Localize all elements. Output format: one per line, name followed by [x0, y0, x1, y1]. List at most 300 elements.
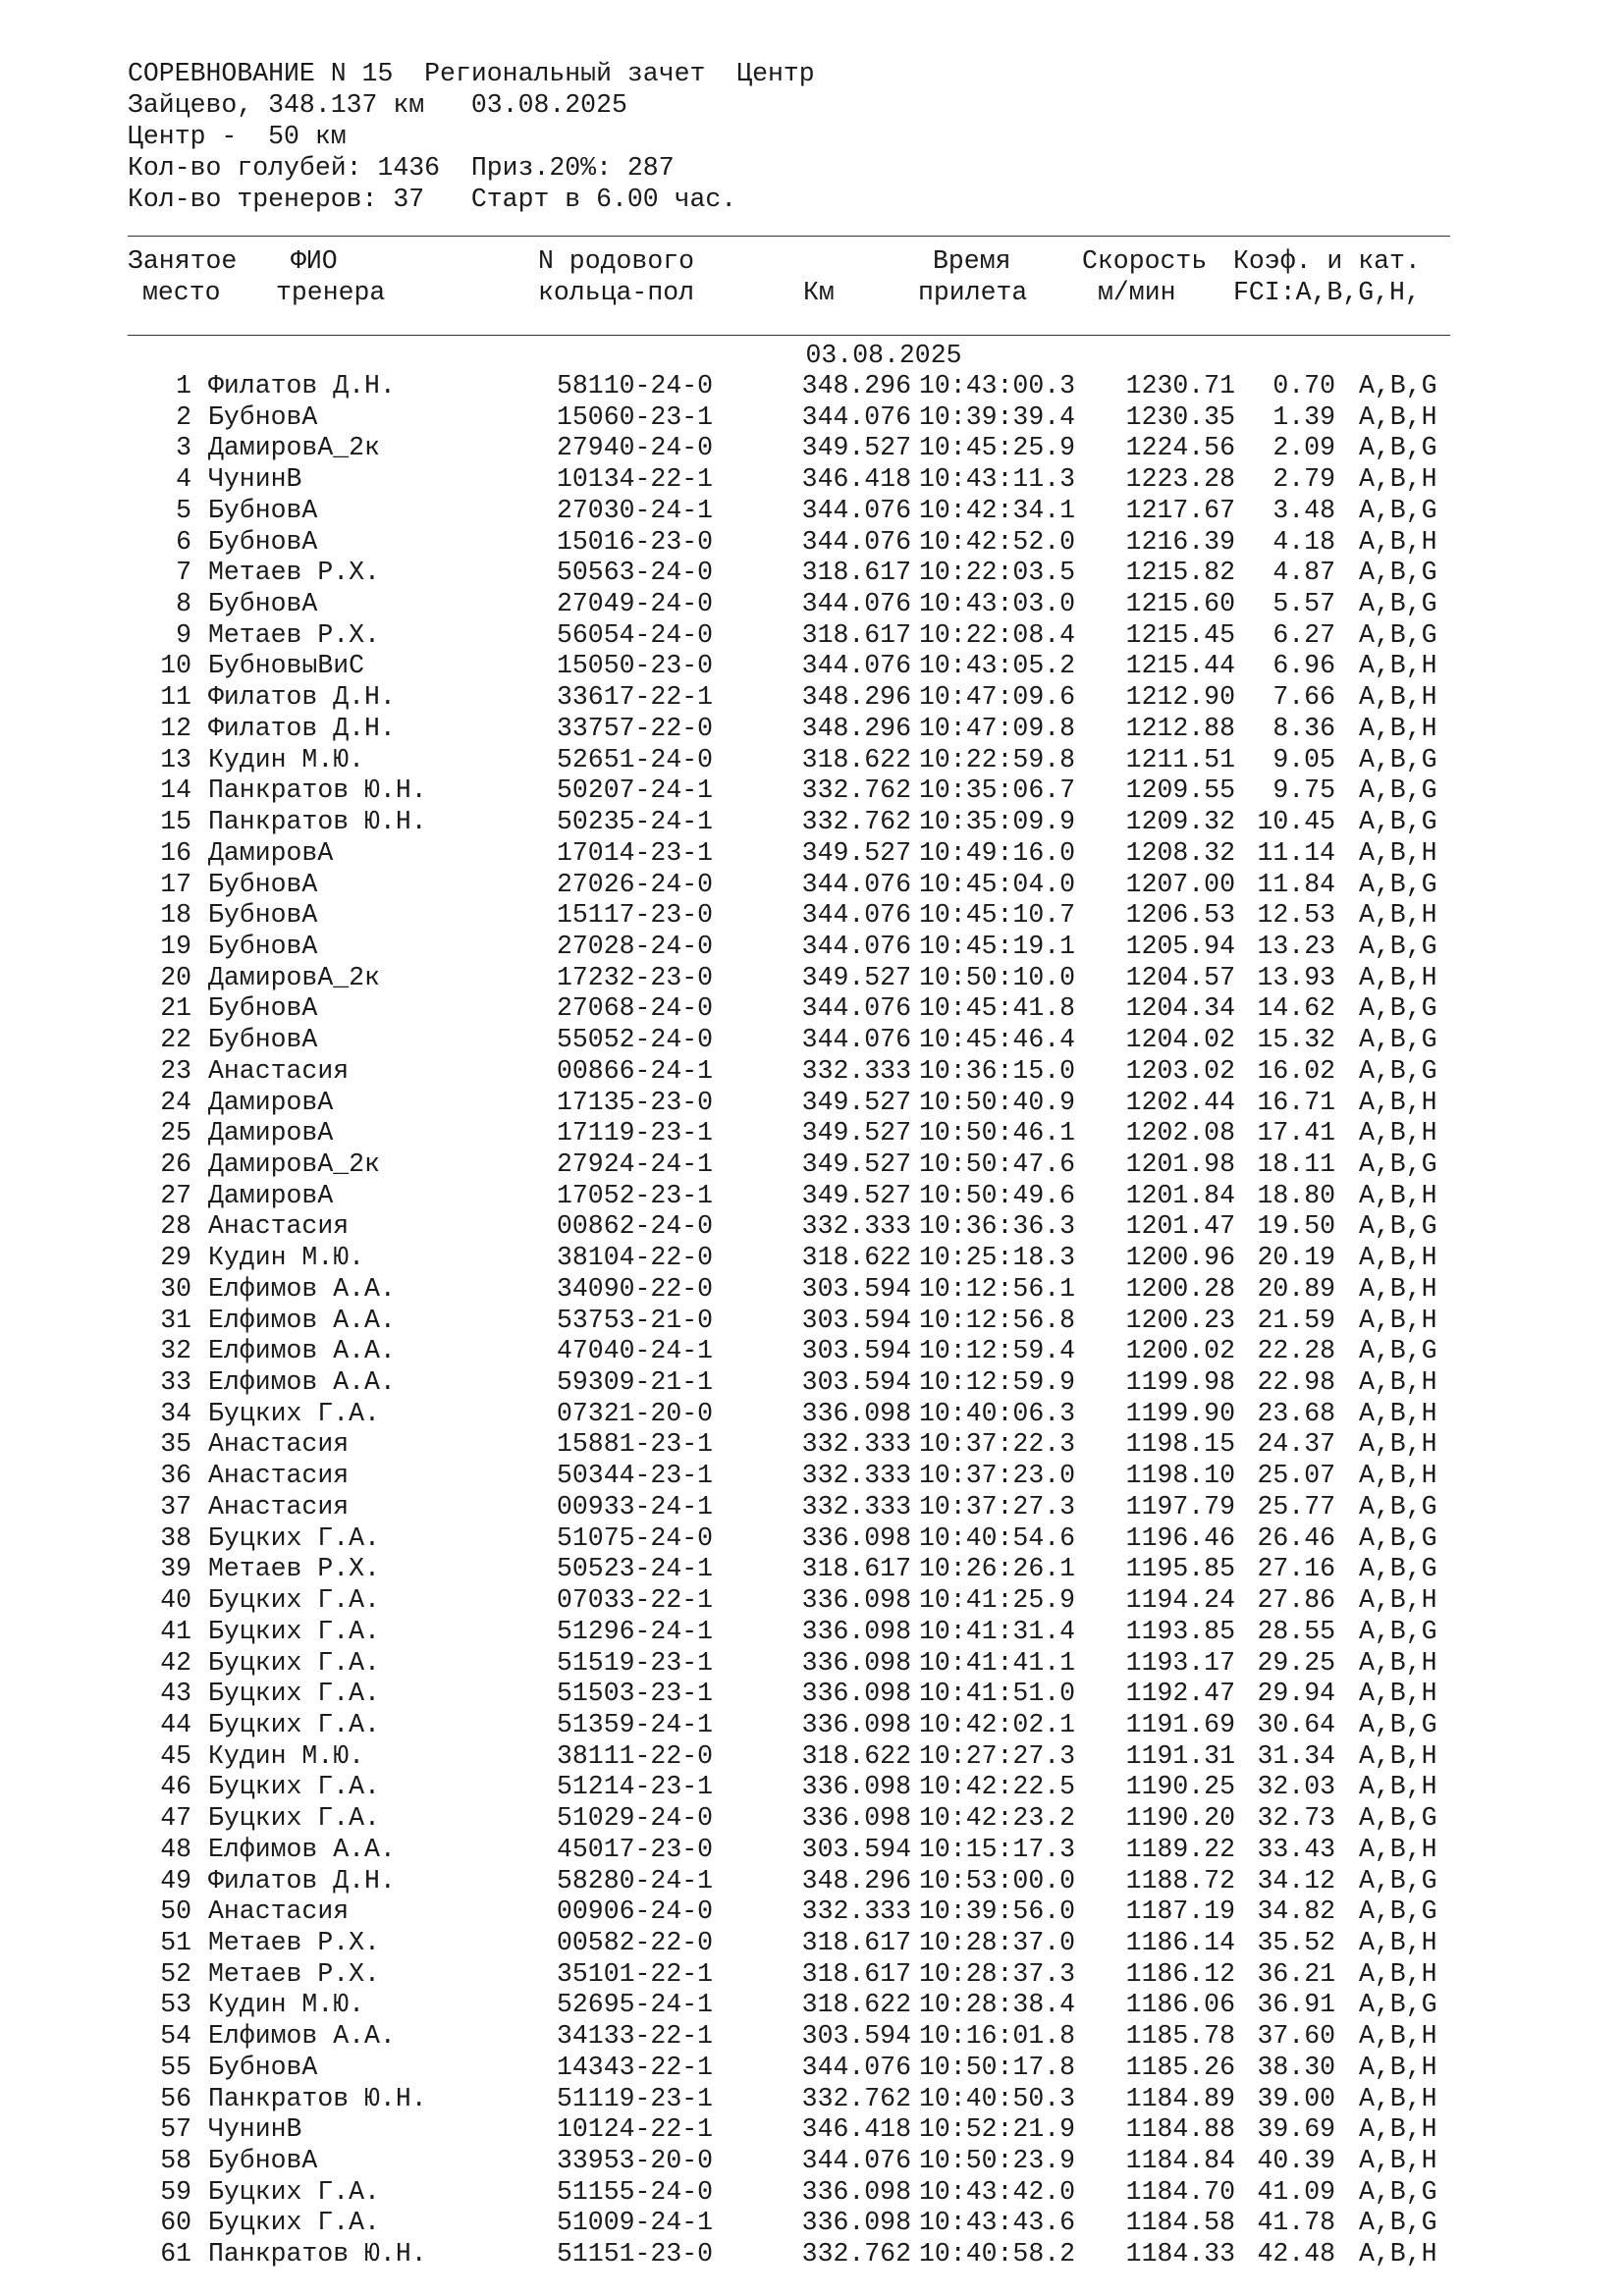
cell-speed: 1209.32	[1125, 807, 1235, 837]
cell-km: 332.333	[801, 1896, 911, 1927]
cell-place: 46	[160, 1772, 191, 1802]
cell-place: 26	[160, 1149, 191, 1179]
cell-name: БубновА	[208, 2052, 318, 2082]
cell-speed: 1212.88	[1125, 713, 1235, 743]
cell-speed: 1204.57	[1125, 962, 1235, 992]
cell-cat: A,B,H	[1359, 1679, 1437, 1709]
cell-name: Метаев Р.Х.	[208, 1928, 380, 1957]
cell-name: БубновыВиС	[208, 651, 365, 681]
cell-cat: A,B,H	[1359, 1118, 1437, 1148]
cell-cat: A,B,H	[1359, 1180, 1437, 1210]
cell-coef: 6.96	[1272, 651, 1335, 681]
table-row	[0, 2084, 1624, 2115]
cell-name: БубновА	[208, 900, 318, 931]
cell-time: 10:50:10.0	[919, 962, 1076, 992]
cell-place: 10	[160, 651, 191, 681]
cell-coef: 19.50	[1257, 1211, 1335, 1242]
cell-time: 10:12:59.4	[919, 1336, 1076, 1366]
cell-cat: A,B,H	[1359, 2114, 1437, 2145]
cell-name: Буцких Г.А.	[208, 1772, 380, 1802]
cell-speed: 1215.82	[1125, 558, 1235, 588]
cell-time: 10:45:10.7	[919, 900, 1076, 931]
table-row	[0, 900, 1624, 932]
cell-ring: 50235-24-1	[557, 807, 714, 837]
cell-time: 10:41:51.0	[919, 1679, 1076, 1709]
cell-km: 332.762	[801, 2239, 911, 2269]
col-place-line1: Занятое	[128, 246, 238, 276]
cell-km: 349.527	[801, 1118, 911, 1148]
cell-ring: 59309-21-1	[557, 1367, 714, 1398]
col-time-line2: прилета	[918, 278, 1028, 307]
cell-place: 23	[160, 1055, 191, 1086]
cell-speed: 1217.67	[1125, 495, 1235, 525]
cell-ring: 51296-24-1	[557, 1616, 714, 1646]
cell-cat: A,B,G	[1359, 744, 1437, 774]
table-row	[0, 589, 1624, 620]
cell-name: ДамировА_2к	[208, 1149, 380, 1179]
cell-name: БубновА	[208, 401, 318, 432]
cell-place: 55	[160, 2052, 191, 2082]
cell-time: 10:37:22.3	[919, 1429, 1076, 1460]
cell-coef: 20.19	[1257, 1243, 1335, 1273]
cell-name: Филатов Д.Н.	[208, 371, 396, 400]
cell-time: 10:41:25.9	[919, 1585, 1076, 1616]
cell-ring: 51029-24-0	[557, 1803, 714, 1834]
cell-time: 10:50:17.8	[919, 2052, 1076, 2082]
cell-km: 318.622	[801, 1740, 911, 1771]
cell-cat: A,B,G	[1359, 1491, 1437, 1522]
cell-speed: 1190.20	[1125, 1803, 1235, 1834]
cell-place: 6	[176, 526, 191, 557]
cell-time: 10:40:54.6	[919, 1522, 1076, 1553]
cell-ring: 50523-24-1	[557, 1554, 714, 1584]
cell-name: Елфимов А.А.	[208, 1834, 396, 1864]
table-row	[0, 1648, 1624, 1680]
cell-place: 29	[160, 1243, 191, 1273]
cell-speed: 1216.39	[1125, 526, 1235, 557]
cell-ring: 51119-23-1	[557, 2083, 714, 2113]
cell-ring: 45017-23-0	[557, 1834, 714, 1864]
cell-place: 44	[160, 1709, 191, 1739]
cell-name: БубновА	[208, 1025, 318, 1055]
cell-km: 349.527	[801, 433, 911, 463]
cell-ring: 51155-24-0	[557, 2176, 714, 2207]
cell-coef: 34.82	[1257, 1896, 1335, 1927]
cell-cat: A,B,G	[1359, 1025, 1437, 1055]
cell-km: 344.076	[801, 900, 911, 931]
cell-place: 53	[160, 1990, 191, 2020]
cell-coef: 31.34	[1257, 1740, 1335, 1771]
cell-place: 15	[160, 807, 191, 837]
cell-time: 10:28:37.3	[919, 1958, 1076, 1989]
table-row	[0, 2114, 1624, 2146]
table-row	[0, 620, 1624, 652]
table-row	[0, 1088, 1624, 1119]
cell-name: Елфимов А.А.	[208, 1336, 396, 1366]
cell-km: 318.622	[801, 1243, 911, 1273]
cell-speed: 1187.19	[1125, 1896, 1235, 1927]
cell-speed: 1184.58	[1125, 2208, 1235, 2238]
cell-coef: 29.94	[1257, 1679, 1335, 1709]
cell-cat: A,B,G	[1359, 589, 1437, 619]
table-row	[0, 1492, 1624, 1523]
cell-km: 344.076	[801, 869, 911, 899]
cell-time: 10:37:23.0	[919, 1461, 1076, 1491]
cell-cat: A,B,G	[1359, 558, 1437, 588]
cell-place: 11	[160, 682, 191, 713]
cell-speed: 1191.69	[1125, 1709, 1235, 1739]
cell-name: Панкратов Ю.Н.	[208, 2083, 427, 2113]
cell-speed: 1189.22	[1125, 1834, 1235, 1864]
cell-speed: 1184.84	[1125, 2146, 1235, 2176]
cell-ring: 58110-24-0	[557, 371, 714, 400]
table-row	[0, 1399, 1624, 1430]
cell-cat: A,B,H	[1359, 962, 1437, 992]
cell-cat: A,B,H	[1359, 1398, 1437, 1428]
cell-ring: 27049-24-0	[557, 589, 714, 619]
cell-time: 10:28:37.0	[919, 1928, 1076, 1957]
cell-cat: A,B,H	[1359, 1928, 1437, 1957]
cell-time: 10:39:56.0	[919, 1896, 1076, 1927]
cell-cat: A,B,H	[1359, 900, 1437, 931]
cell-ring: 17232-23-0	[557, 962, 714, 992]
cell-coef: 39.69	[1257, 2114, 1335, 2145]
cell-coef: 22.28	[1257, 1336, 1335, 1366]
col-place-line2: место	[142, 278, 221, 307]
cell-speed: 1205.94	[1125, 931, 1235, 961]
cell-cat: A,B,G	[1359, 1803, 1437, 1834]
cell-km: 344.076	[801, 1025, 911, 1055]
cell-ring: 00582-22-0	[557, 1928, 714, 1957]
cell-cat: A,B,G	[1359, 2208, 1437, 2238]
cell-time: 10:27:27.3	[919, 1740, 1076, 1771]
table-row	[0, 2177, 1624, 2209]
cell-km: 303.594	[801, 1367, 911, 1398]
cell-place: 47	[160, 1803, 191, 1834]
cell-cat: A,B,H	[1359, 1647, 1437, 1678]
cell-ring: 27026-24-0	[557, 869, 714, 899]
table-row	[0, 1461, 1624, 1492]
cell-time: 10:50:49.6	[919, 1180, 1076, 1210]
cell-ring: 52695-24-1	[557, 1990, 714, 2020]
cell-speed: 1204.34	[1125, 993, 1235, 1024]
cell-place: 4	[176, 464, 191, 495]
cell-speed: 1201.84	[1125, 1180, 1235, 1210]
cell-km: 346.418	[801, 464, 911, 495]
cell-km: 348.296	[801, 713, 911, 743]
cell-time: 10:47:09.8	[919, 713, 1076, 743]
cell-ring: 17052-23-1	[557, 1180, 714, 1210]
cell-coef: 24.37	[1257, 1429, 1335, 1460]
header-line-trainers: Кол-во тренеров: 37 Старт в 6.00 час.	[128, 185, 737, 214]
cell-ring: 00866-24-1	[557, 1055, 714, 1086]
cell-speed: 1200.28	[1125, 1273, 1235, 1304]
cell-km: 336.098	[801, 1522, 911, 1553]
cell-speed: 1194.24	[1125, 1585, 1235, 1616]
col-time-line1: Время	[933, 246, 1011, 276]
cell-time: 10:40:50.3	[919, 2083, 1076, 2113]
table-row	[0, 1990, 1624, 2021]
cell-name: Метаев Р.Х.	[208, 1554, 380, 1584]
cell-coef: 34.12	[1257, 1865, 1335, 1896]
cell-time: 10:36:36.3	[919, 1211, 1076, 1242]
cell-place: 45	[160, 1740, 191, 1771]
cell-name: Буцких Г.А.	[208, 1709, 380, 1739]
cell-km: 336.098	[801, 1398, 911, 1428]
cell-coef: 30.64	[1257, 1709, 1335, 1739]
cell-time: 10:41:31.4	[919, 1616, 1076, 1646]
cell-ring: 07033-22-1	[557, 1585, 714, 1616]
cell-km: 349.527	[801, 1149, 911, 1179]
cell-km: 336.098	[801, 1585, 911, 1616]
cell-speed: 1202.08	[1125, 1118, 1235, 1148]
cell-ring: 00933-24-1	[557, 1491, 714, 1522]
cell-speed: 1193.85	[1125, 1616, 1235, 1646]
cell-coef: 7.66	[1272, 682, 1335, 713]
col-ring-line1: N родового	[538, 246, 695, 276]
cell-ring: 51519-23-1	[557, 1647, 714, 1678]
table-row	[0, 1554, 1624, 1585]
cell-place: 38	[160, 1522, 191, 1553]
cell-ring: 10124-22-1	[557, 2114, 714, 2145]
cell-cat: A,B,H	[1359, 1772, 1437, 1802]
cell-cat: A,B,G	[1359, 1554, 1437, 1584]
cell-km: 336.098	[801, 1709, 911, 1739]
cell-speed: 1223.28	[1125, 464, 1235, 495]
cell-place: 18	[160, 900, 191, 931]
cell-km: 318.622	[801, 744, 911, 774]
col-speed-line2: м/мин	[1098, 278, 1176, 307]
cell-cat: A,B,H	[1359, 651, 1437, 681]
cell-ring: 50207-24-1	[557, 775, 714, 806]
cell-name: Буцких Г.А.	[208, 1647, 380, 1678]
cell-place: 17	[160, 869, 191, 899]
cell-time: 10:43:05.2	[919, 651, 1076, 681]
cell-ring: 14343-22-1	[557, 2052, 714, 2082]
cell-place: 56	[160, 2083, 191, 2113]
cell-km: 332.762	[801, 2083, 911, 2113]
cell-name: ДамировА	[208, 837, 334, 868]
cell-place: 42	[160, 1647, 191, 1678]
cell-name: Буцких Г.А.	[208, 1522, 380, 1553]
cell-km: 303.594	[801, 1305, 911, 1335]
cell-ring: 33757-22-0	[557, 713, 714, 743]
cell-time: 10:28:38.4	[919, 1990, 1076, 2020]
cell-ring: 38104-22-0	[557, 1243, 714, 1273]
cell-place: 41	[160, 1616, 191, 1646]
cell-km: 346.418	[801, 2114, 911, 2145]
cell-place: 51	[160, 1928, 191, 1957]
cell-ring: 34090-22-0	[557, 1273, 714, 1304]
cell-cat: A,B,G	[1359, 433, 1437, 463]
cell-km: 332.333	[801, 1429, 911, 1460]
cell-time: 10:22:59.8	[919, 744, 1076, 774]
table-row	[0, 1367, 1624, 1399]
cell-cat: A,B,H	[1359, 401, 1437, 432]
col-ring-line2: кольца-пол	[538, 278, 695, 307]
cell-coef: 40.39	[1257, 2146, 1335, 2176]
cell-place: 22	[160, 1025, 191, 1055]
cell-speed: 1197.79	[1125, 1491, 1235, 1522]
cell-km: 336.098	[801, 1647, 911, 1678]
cell-cat: A,B,H	[1359, 682, 1437, 713]
cell-place: 1	[176, 371, 191, 400]
cell-cat: A,B,H	[1359, 1367, 1437, 1398]
cell-cat: A,B,H	[1359, 464, 1437, 495]
cell-ring: 33617-22-1	[557, 682, 714, 713]
cell-cat: A,B,H	[1359, 837, 1437, 868]
cell-coef: 6.27	[1272, 619, 1335, 650]
cell-place: 31	[160, 1305, 191, 1335]
cell-km: 348.296	[801, 371, 911, 400]
cell-place: 2	[176, 401, 191, 432]
cell-place: 54	[160, 2021, 191, 2052]
cell-time: 10:40:06.3	[919, 1398, 1076, 1428]
cell-time: 10:53:00.0	[919, 1865, 1076, 1896]
cell-time: 10:43:03.0	[919, 589, 1076, 619]
table-row	[0, 870, 1624, 901]
cell-coef: 26.46	[1257, 1522, 1335, 1553]
table-row	[0, 1274, 1624, 1306]
cell-km: 336.098	[801, 1803, 911, 1834]
cell-place: 32	[160, 1336, 191, 1366]
header-line-competition: СОРЕВНОВАНИЕ N 15 Региональный зачет Центр	[128, 59, 815, 88]
table-row	[0, 682, 1624, 714]
cell-km: 344.076	[801, 401, 911, 432]
cell-name: Кудин М.Ю.	[208, 1990, 365, 2020]
table-row	[0, 1835, 1624, 1866]
cell-coef: 0.70	[1272, 371, 1335, 400]
cell-coef: 25.77	[1257, 1491, 1335, 1522]
cell-coef: 41.78	[1257, 2208, 1335, 2238]
table-row	[0, 1803, 1624, 1835]
col-coef-line1: Коэф. и кат.	[1233, 246, 1421, 276]
cell-name: Буцких Г.А.	[208, 1398, 380, 1428]
cell-speed: 1184.33	[1125, 2239, 1235, 2269]
cell-name: Филатов Д.Н.	[208, 682, 396, 713]
cell-time: 10:50:46.1	[919, 1118, 1076, 1148]
cell-cat: A,B,H	[1359, 1273, 1437, 1304]
cell-ring: 00906-24-0	[557, 1896, 714, 1927]
cell-time: 10:26:26.1	[919, 1554, 1076, 1584]
cell-speed: 1198.10	[1125, 1461, 1235, 1491]
cell-place: 33	[160, 1367, 191, 1398]
cell-cat: A,B,H	[1359, 2021, 1437, 2052]
table-row	[0, 932, 1624, 963]
table-row	[0, 1523, 1624, 1555]
cell-cat: A,B,H	[1359, 1740, 1437, 1771]
cell-cat: A,B,G	[1359, 775, 1437, 806]
cell-coef: 18.11	[1257, 1149, 1335, 1179]
cell-km: 336.098	[801, 1616, 911, 1646]
cell-cat: A,B,H	[1359, 1834, 1437, 1864]
cell-coef: 13.23	[1257, 931, 1335, 961]
table-row	[0, 807, 1624, 838]
cell-coef: 9.75	[1272, 775, 1335, 806]
cell-coef: 36.91	[1257, 1990, 1335, 2020]
header-line-pigeons: Кол-во голубей: 1436 Приз.20%: 287	[128, 153, 675, 183]
table-row	[0, 2208, 1624, 2239]
cell-cat: A,B,G	[1359, 869, 1437, 899]
cell-ring: 00862-24-0	[557, 1211, 714, 1242]
cell-time: 10:49:16.0	[919, 837, 1076, 868]
cell-speed: 1201.98	[1125, 1149, 1235, 1179]
cell-name: Анастасия	[208, 1491, 350, 1522]
cell-cat: A,B,H	[1359, 2052, 1437, 2082]
table-row	[0, 1181, 1624, 1212]
cell-place: 12	[160, 713, 191, 743]
cell-place: 9	[176, 619, 191, 650]
cell-coef: 17.41	[1257, 1118, 1335, 1148]
cell-coef: 20.89	[1257, 1273, 1335, 1304]
cell-name: Панкратов Ю.Н.	[208, 807, 427, 837]
cell-time: 10:41:41.1	[919, 1647, 1076, 1678]
cell-ring: 47040-24-1	[557, 1336, 714, 1366]
cell-time: 10:39:39.4	[919, 401, 1076, 432]
cell-time: 10:25:18.3	[919, 1243, 1076, 1273]
cell-name: Буцких Г.А.	[208, 1616, 380, 1646]
cell-coef: 11.14	[1257, 837, 1335, 868]
cell-place: 60	[160, 2208, 191, 2238]
cell-cat: A,B,G	[1359, 1616, 1437, 1646]
cell-place: 30	[160, 1273, 191, 1304]
cell-speed: 1196.46	[1125, 1522, 1235, 1553]
cell-coef: 21.59	[1257, 1305, 1335, 1335]
cell-km: 344.076	[801, 589, 911, 619]
cell-name: Анастасия	[208, 1896, 350, 1927]
top-rule	[128, 236, 1450, 237]
cell-cat: A,B,H	[1359, 2083, 1437, 2113]
cell-time: 10:12:56.8	[919, 1305, 1076, 1335]
cell-time: 10:15:17.3	[919, 1834, 1076, 1864]
cell-ring: 34133-22-1	[557, 2021, 714, 2052]
cell-place: 25	[160, 1118, 191, 1148]
cell-km: 303.594	[801, 2021, 911, 2052]
cell-km: 344.076	[801, 931, 911, 961]
table-row	[0, 651, 1624, 682]
cell-km: 303.594	[801, 1273, 911, 1304]
cell-ring: 51151-23-0	[557, 2239, 714, 2269]
cell-name: Панкратов Ю.Н.	[208, 2239, 427, 2269]
cell-speed: 1188.72	[1125, 1865, 1235, 1896]
table-row	[0, 838, 1624, 870]
cell-name: Елфимов А.А.	[208, 1273, 396, 1304]
cell-ring: 51359-24-1	[557, 1709, 714, 1739]
cell-place: 49	[160, 1865, 191, 1896]
cell-ring: 27030-24-1	[557, 495, 714, 525]
cell-ring: 17135-23-0	[557, 1087, 714, 1117]
cell-time: 10:35:06.7	[919, 775, 1076, 806]
cell-place: 57	[160, 2114, 191, 2145]
cell-time: 10:22:03.5	[919, 558, 1076, 588]
cell-km: 344.076	[801, 993, 911, 1024]
table-row	[0, 1896, 1624, 1928]
cell-place: 27	[160, 1180, 191, 1210]
cell-time: 10:45:25.9	[919, 433, 1076, 463]
cell-coef: 27.16	[1257, 1554, 1335, 1584]
cell-coef: 29.25	[1257, 1647, 1335, 1678]
cell-time: 10:52:21.9	[919, 2114, 1076, 2145]
cell-ring: 27924-24-1	[557, 1149, 714, 1179]
table-row	[0, 558, 1624, 589]
cell-name: Анастасия	[208, 1211, 350, 1242]
cell-speed: 1198.15	[1125, 1429, 1235, 1460]
cell-cat: A,B,G	[1359, 1055, 1437, 1086]
cell-speed: 1186.06	[1125, 1990, 1235, 2020]
cell-time: 10:22:08.4	[919, 619, 1076, 650]
cell-ring: 27940-24-0	[557, 433, 714, 463]
cell-speed: 1185.26	[1125, 2052, 1235, 2082]
